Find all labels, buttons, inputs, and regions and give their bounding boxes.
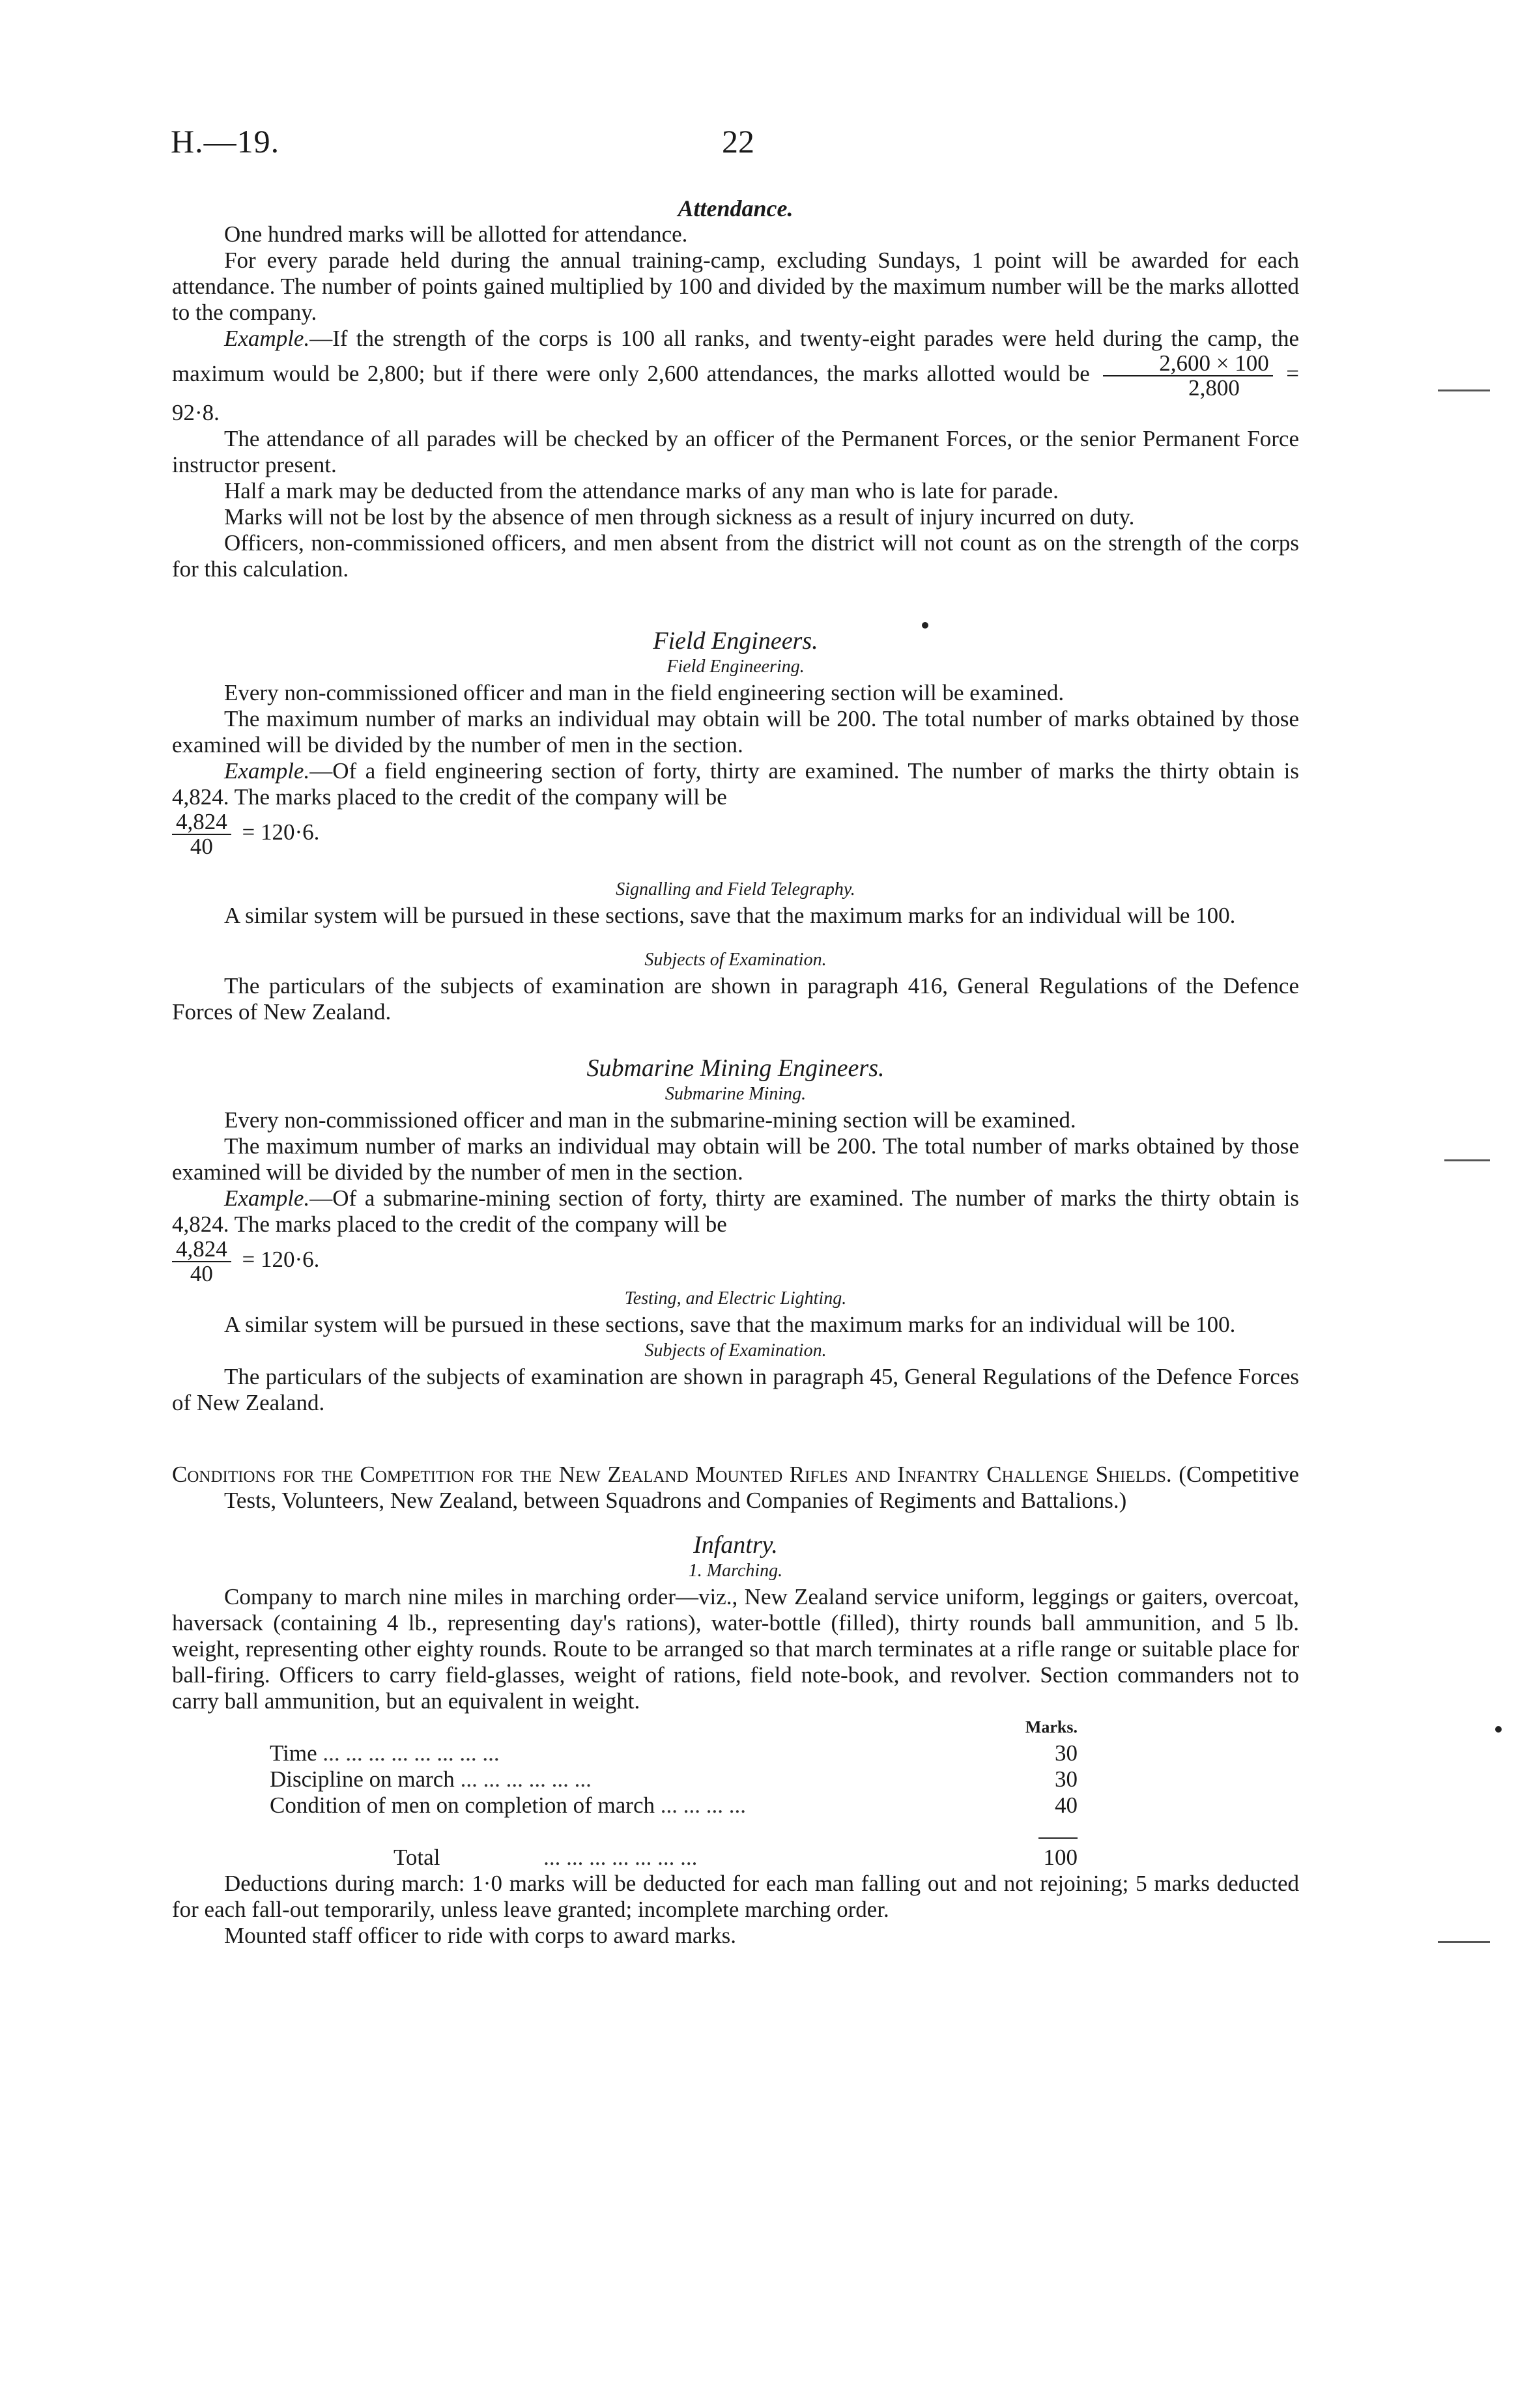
field-engineers-heading: Field Engineers. xyxy=(653,627,818,655)
staff-officer-text: Mounted staff officer to ride with corps to award marks. xyxy=(224,1923,736,1948)
attendance-p6: Officers, non-commissioned officers, and men absent from the district will not count as on the strength of the corps for this calculation. xyxy=(172,530,1299,582)
table-row xyxy=(270,1792,1078,1819)
infantry-p1: Company to march nine miles in marching order—viz., New Zealand service uniform, leggings or gaiters, overcoat, haversack (containing 4 lb., representing day's rations), water-bottle (filled), thirty rounds ball ammunition, and 5 lb. weight, representing other eighty rounds. Route to be arranged so that march terminates at a rifle range or suitable place for ball-firing. Officers to carry field-glasses, weight of rations, field note-book, and revolver. Section commanders not to carry ball ammunition, but an equivalent in weight. xyxy=(172,1584,1299,1714)
fraction-denominator: 40 xyxy=(190,1261,213,1286)
row-label: Condition of men on completion of march xyxy=(270,1792,655,1818)
row-marks: 30 xyxy=(1055,1740,1078,1766)
example-text: —Of a field engineering section of forty, thirty are examined. The number of marks the thirty obtain is 4,824. The marks placed to the credit of the company will be xyxy=(172,758,1299,810)
field-engineering-subheading: Field Engineering. xyxy=(666,657,805,677)
margin-dot xyxy=(922,622,928,629)
conditions-title-smallcaps: Conditions for the Competition for the New Zealand Mounted Rifles and Infantry Challenge Shields. xyxy=(172,1462,1172,1487)
field-engineers-p2: The maximum number of marks an individual may obtain will be 200. The total number of marks obtained by those examined will be divided by the number of men in the section. xyxy=(172,706,1299,758)
submarine-subheading: Submarine Mining. xyxy=(665,1084,807,1104)
row-label: Time xyxy=(270,1740,317,1766)
row-marks: 40 xyxy=(1055,1792,1078,1818)
field-engineers-p1: Every non-commissioned officer and man in the field engineering section will be examined. xyxy=(224,680,1065,705)
submarine-p2: The maximum number of marks an individual may obtain will be 200. The total number of marks obtained by those examined will be divided by the number of men in the section. xyxy=(172,1133,1299,1185)
example-label: Example. xyxy=(224,758,310,784)
signalling-heading: Signalling and Field Telegraphy. xyxy=(616,879,855,899)
fraction-result: = 120·6. xyxy=(242,1247,320,1273)
row-label: Discipline on march xyxy=(270,1766,455,1792)
page-number: 22 xyxy=(722,123,754,160)
conditions-title-rest: (Competitive Tests, Volunteers, New Zealand, between Squadrons and Companies of Regiments and Battalions.) xyxy=(224,1462,1299,1513)
submarine-fraction xyxy=(172,1238,231,1286)
infantry-heading: Infantry. xyxy=(693,1531,778,1559)
fraction-numerator: 4,824 xyxy=(172,810,231,835)
conditions-title xyxy=(172,1462,1299,1514)
example-text: —If the strength of the corps is 100 all ranks, and twenty-eight parades were held during the camp, the maximum would be 2,800; but if there were only 2,600 attendances, the marks allotted would be xyxy=(172,326,1299,387)
margin-mark xyxy=(1438,390,1490,391)
attendance-p5: Marks will not be lost by the absence of men through sickness as a result of injury incurred on duty. xyxy=(224,504,1135,530)
total-row xyxy=(270,1845,1078,1871)
marks-column-header: Marks. xyxy=(1025,1718,1078,1736)
testing-heading: Testing, and Electric Lighting. xyxy=(624,1288,847,1309)
submarine-fraction-line xyxy=(172,1238,1299,1286)
total-leader: ... ... ... ... ... ... ... xyxy=(543,1845,698,1870)
sum-rule xyxy=(1038,1837,1078,1839)
field-subjects-heading: Subjects of Examination. xyxy=(644,950,827,970)
attendance-p2: For every parade held during the annual training-camp, excluding Sundays, 1 point will be awarded for each attendance. The number of points gained multiplied by 100 and divided by the maximum number will be the marks allotted to the company. xyxy=(172,248,1299,325)
total-marks: 100 xyxy=(1043,1845,1078,1870)
attendance-heading: Attendance. xyxy=(678,195,794,221)
attendance-p1: One hundred marks will be allotted for attendance. xyxy=(224,221,688,247)
marks-table xyxy=(270,1714,1078,1871)
document-reference: H.—19. xyxy=(171,123,280,160)
fraction-denominator: 40 xyxy=(190,834,213,859)
submarine-p1: Every non-commissioned officer and man in the submarine-mining section will be examined. xyxy=(224,1107,1076,1133)
fraction-numerator: 4,824 xyxy=(172,1238,231,1262)
attendance-p3: The attendance of all parades will be checked by an officer of the Permanent Forces, or the senior Permanent Force instructor present. xyxy=(172,426,1299,477)
body-column xyxy=(172,195,1299,1949)
submarine-heading: Submarine Mining Engineers. xyxy=(586,1055,885,1082)
example-label: Example. xyxy=(224,1185,310,1211)
marks-header-row xyxy=(270,1714,1078,1740)
deductions-text: Deductions during march: 1·0 marks will be deducted for each man falling out and not rejoining; 5 marks deducted for each fall-out temporarily, unless leave granted; incomplete marching order. xyxy=(172,1871,1299,1922)
margin-mark xyxy=(1438,1941,1490,1943)
attendance-p4: Half a mark may be deducted from the attendance marks of any man who is late for parade. xyxy=(224,478,1059,503)
row-leader: ... ... ... ... ... ... xyxy=(460,1766,592,1792)
marching-subheading: 1. Marching. xyxy=(688,1561,783,1581)
margin-mark xyxy=(1444,1159,1490,1161)
submarine-subjects-heading: Subjects of Examination. xyxy=(644,1340,827,1361)
signalling-text: A similar system will be pursued in these sections, save that the maximum marks for an individual will be 100. xyxy=(224,903,1236,928)
sum-rule-row xyxy=(270,1819,1078,1845)
submarine-example xyxy=(172,1185,1299,1238)
attendance-example xyxy=(172,326,1299,426)
row-leader: ... ... ... ... xyxy=(660,1792,747,1818)
field-engineers-example xyxy=(172,758,1299,810)
field-engineers-fraction xyxy=(172,810,231,858)
margin-dot xyxy=(1495,1726,1502,1733)
fraction-numerator: 2,600 × 100 xyxy=(1103,352,1273,376)
example-label: Example. xyxy=(224,326,310,351)
example-text: —Of a submarine-mining section of forty, thirty are examined. The number of marks the thirty obtain is 4,824. The marks placed to the credit of the company will be xyxy=(172,1185,1299,1237)
testing-text: A similar system will be pursued in these sections, save that the maximum marks for an individual will be 100. xyxy=(224,1312,1236,1337)
field-engineers-fraction-line xyxy=(172,810,1299,858)
fraction-result: = 92·8. xyxy=(172,361,1300,425)
attendance-fraction xyxy=(1103,352,1273,400)
table-row xyxy=(270,1740,1078,1766)
table-row xyxy=(270,1766,1078,1792)
field-subjects-text: The particulars of the subjects of examination are shown in paragraph 416, General Regulations of the Defence Forces of New Zealand. xyxy=(172,973,1299,1025)
submarine-subjects-text: The particulars of the subjects of examination are shown in paragraph 45, General Regulations of the Defence Forces of New Zealand. xyxy=(172,1364,1299,1415)
total-label: Total xyxy=(393,1845,440,1870)
row-marks: 30 xyxy=(1055,1766,1078,1792)
fraction-denominator: 2,800 xyxy=(1188,375,1240,401)
row-leader: ... ... ... ... ... ... ... ... xyxy=(322,1740,500,1766)
fraction-result: = 120·6. xyxy=(242,819,320,845)
